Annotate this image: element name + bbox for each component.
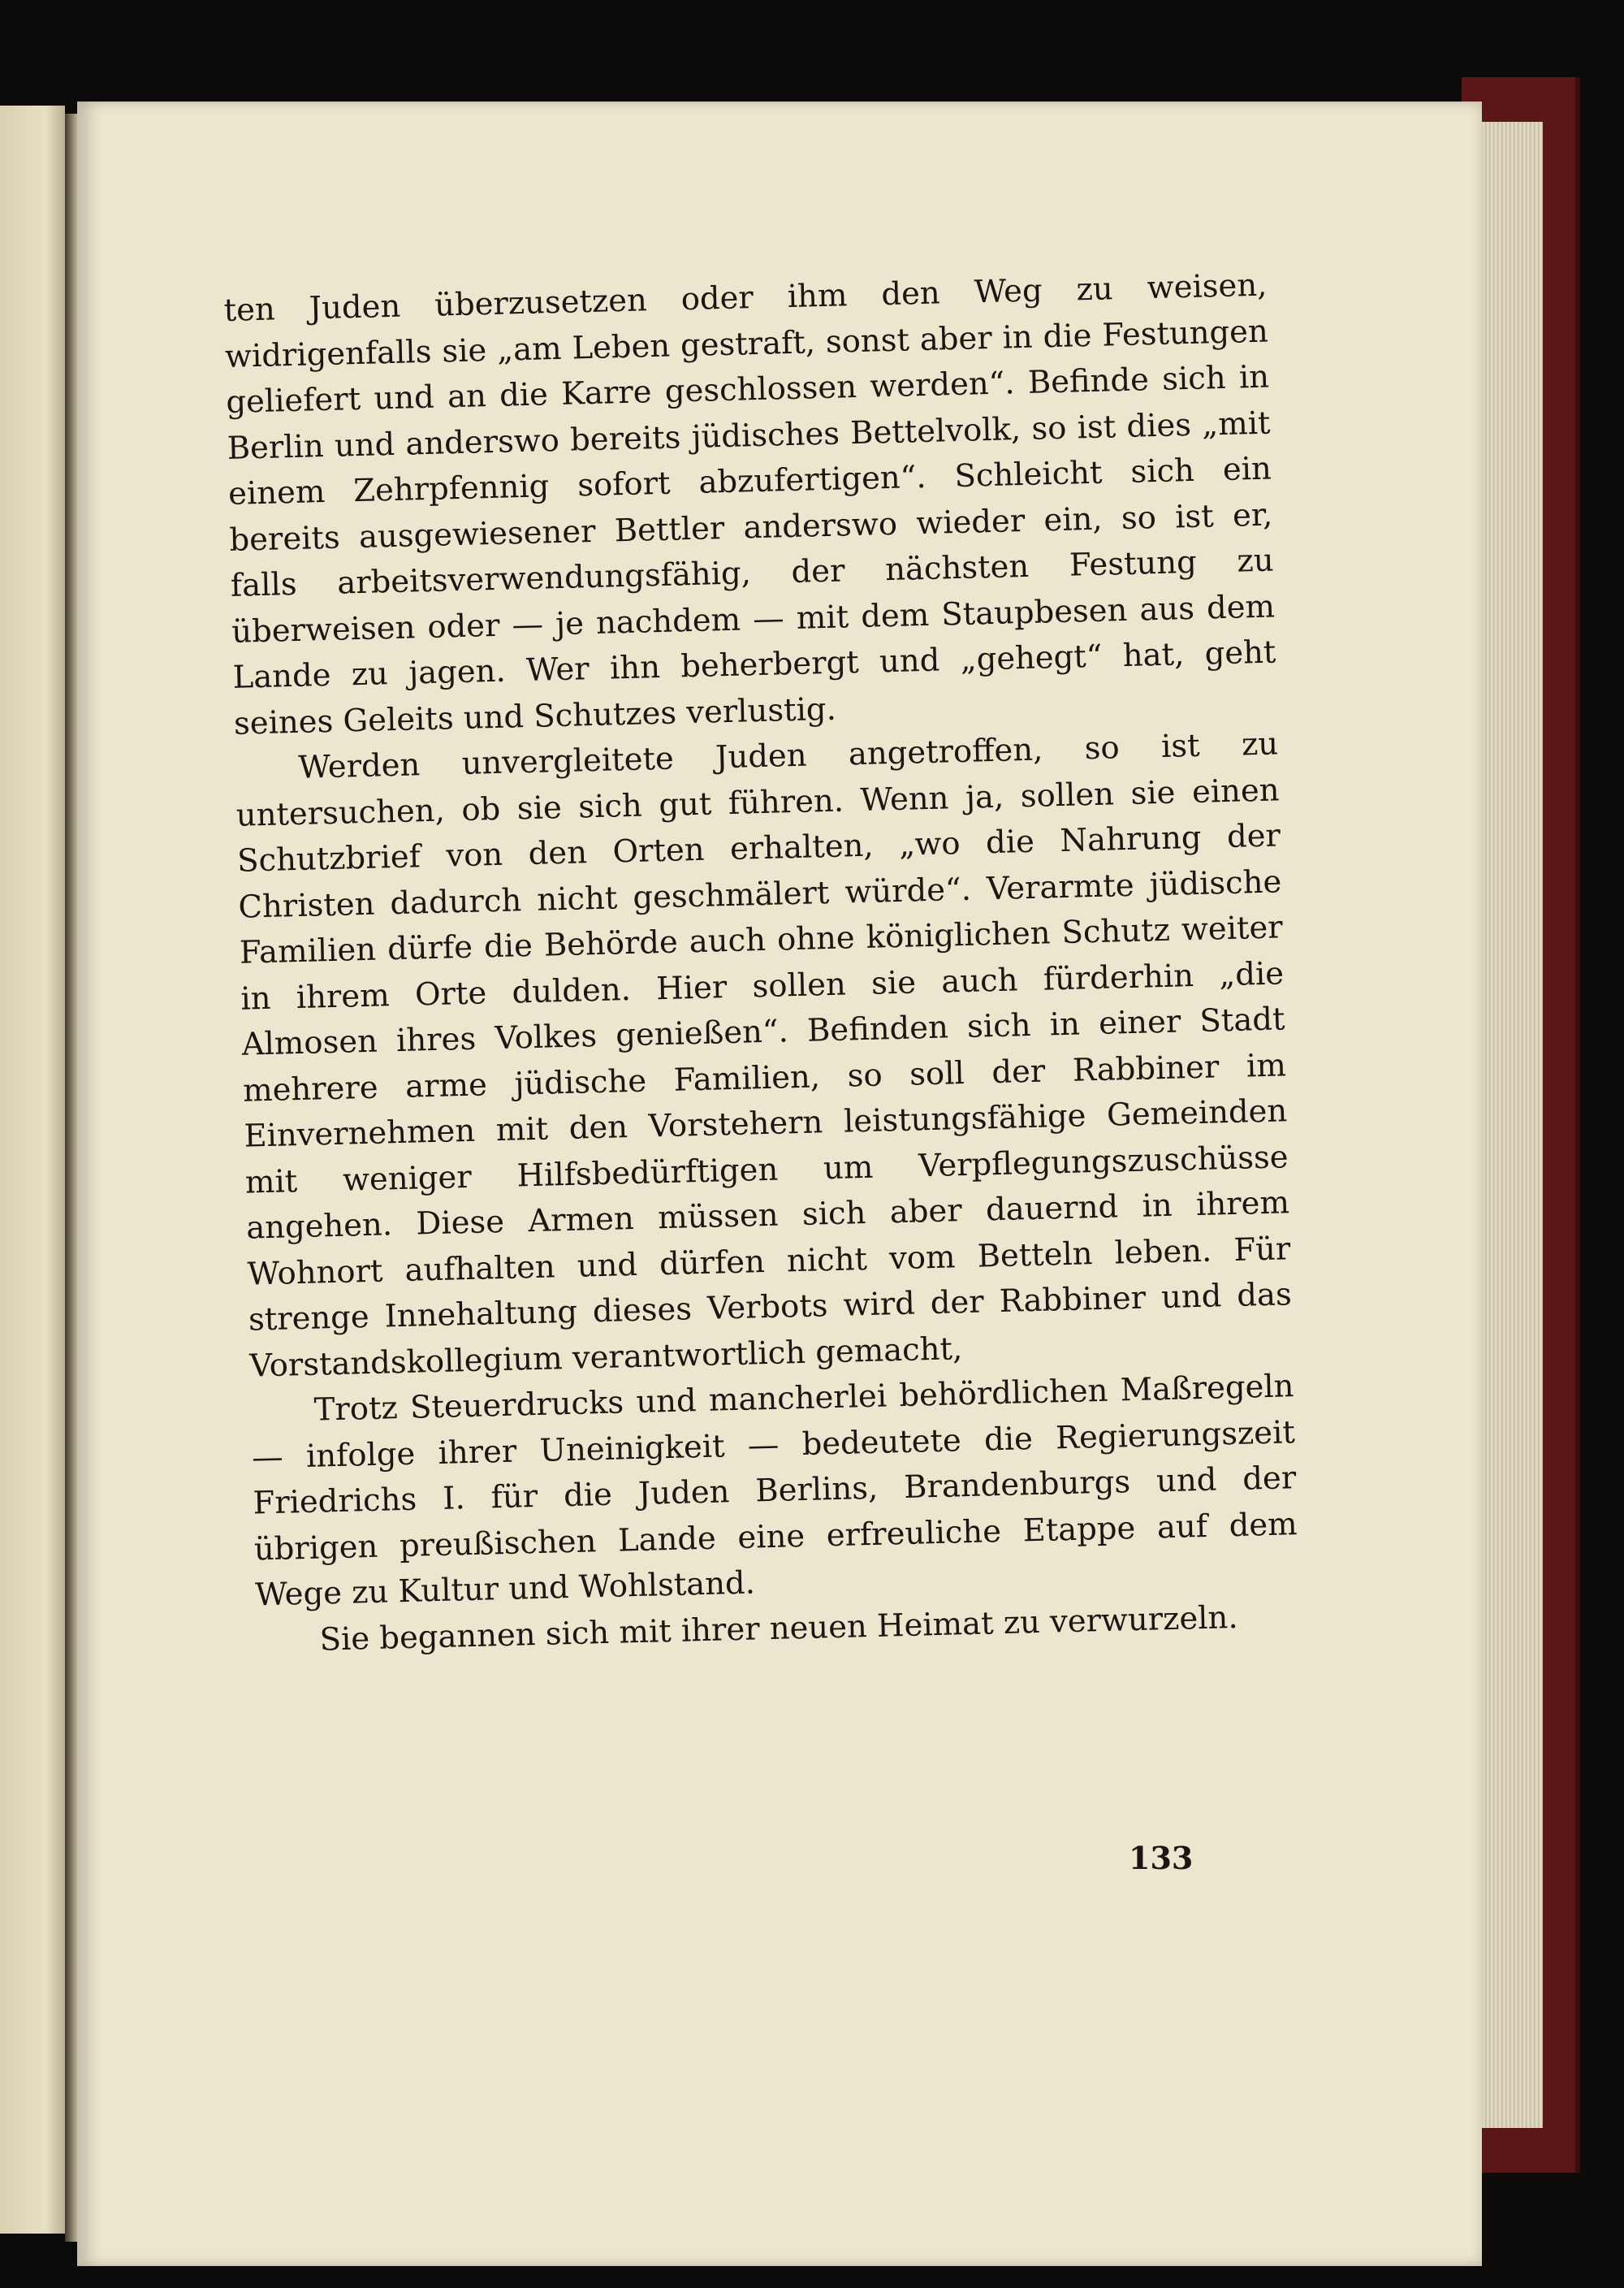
paragraph-1: ten Juden überzusetzen oder ihm den Weg zu weisen, widrigenfalls sie „am Leben gestraft, sonst aber in die Festungen geliefert und an die Karre geschlossen werden“. Befinde sich in Berlin und anderswo bereits jüdisches Bettelvolk, so ist dies „mit einem Zehrpfennig sofort abzufertigen“. Schleicht sich ein bereits ausgewiesener Bettler anderswo wieder ein, so ist er, falls arbeitsverwendungsfähig, der nächsten Festung zu überweisen oder — je nachdem — mit dem Staupbesen aus dem Lande zu jagen. Wer ihn beherbergt und „gehegt“ hat, geht seines Geleits und Schutzes verlustig. <box>223 266 1276 742</box>
left-page-edge <box>0 106 65 2234</box>
paragraph-4: Sie begannen sich mit ihrer neuen Heimat zu verwurzeln. <box>319 1598 1239 1659</box>
paragraph-3: Trotz Steuerdrucks und mancherlei behördlichen Maßregeln — infolge ihrer Uneinigkeit — bedeutete die Regierungszeit Friedrichs I. für die Juden Berlins, Brandenburgs und der übrigen preußischen Lande eine erfreuliche Etappe auf dem Wege zu Kultur und Wohlstand. <box>251 1368 1298 1614</box>
body-text <box>223 263 1300 1665</box>
paragraph-2: Werden unvergleitete Juden angetroffen, so ist zu untersuchen, ob sie sich gut führen. Wenn ja, sollen sie einen Schutzbrief von den Orten erhalten, „wo die Nahrung der Christen dadurch nicht geschmälert würde“. Verarmte jüdische Familien dürfe die Behörde auch ohne königlichen Schutz weiter in ihrem Orte dulden. Hier sollen sie auch fürderhin „die Almosen ihres Volkes genießen“. Befinden sich in einer Stadt mehrere arme jüdische Familien, so soll der Rabbiner im Einvernehmen mit den Vorstehern leistungsfähige Gemeinden mit weniger Hilfsbedürftigen um Verpflegungszuschüsse angehen. Diese Armen müssen sich aber dauernd in ihrem Wohnort aufhalten und dürfen nicht vom Betteln leben. Für strenge Innehaltung dieses Verbots wird der Rabbiner und das Vorstandskollegium verantwortlich gemacht, <box>235 725 1293 1385</box>
book-page <box>77 102 1482 2266</box>
page-number: 133 <box>1129 1840 1194 1876</box>
